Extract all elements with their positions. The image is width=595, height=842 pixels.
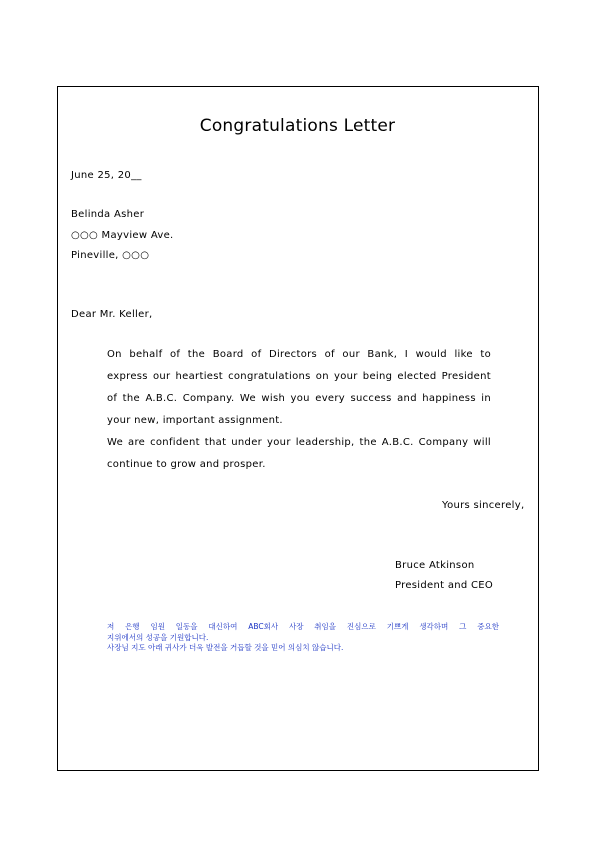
salutation: Dear Mr. Keller, (71, 309, 153, 320)
korean-translation-note (107, 622, 499, 654)
body-line: express our heartiest congratulations on your being elected President (107, 371, 491, 382)
korean-note-line: 저 은행 임원 일동을 대신하여 ABC회사 사장 취임을 진심으로 기쁘게 생각하며 그 중요한 (107, 622, 499, 631)
letter-date: June 25, 20__ (71, 170, 142, 181)
closing: Yours sincerely, (442, 500, 525, 511)
body-line: of the A.B.C. Company. We wish you every success and happiness in (107, 393, 491, 404)
recipient-name: Belinda Asher (71, 209, 145, 220)
korean-note-line: 사장님 지도 아래 귀사가 더욱 발전을 거듭할 것을 믿어 의심치 않습니다. (107, 643, 344, 652)
letter-title: Congratulations Letter (199, 116, 396, 136)
body-line: We are confident that under your leadership, the A.B.C. Company will (107, 437, 491, 448)
korean-note-line: 지위에서의 성공을 기원합니다. (107, 632, 209, 642)
signer-name: Bruce Atkinson (395, 560, 475, 571)
body-line: On behalf of the Board of Directors of our Bank, I would like to (107, 349, 491, 360)
recipient-address-line1: ○○○ Mayview Ave. (71, 230, 174, 241)
letter-body (107, 347, 491, 479)
body-line: your new, important assignment. (107, 415, 283, 426)
signer-title: President and CEO (395, 580, 494, 591)
recipient-address-line2: Pineville, ○○○ (71, 250, 150, 261)
body-line: continue to grow and prosper. (107, 459, 266, 470)
